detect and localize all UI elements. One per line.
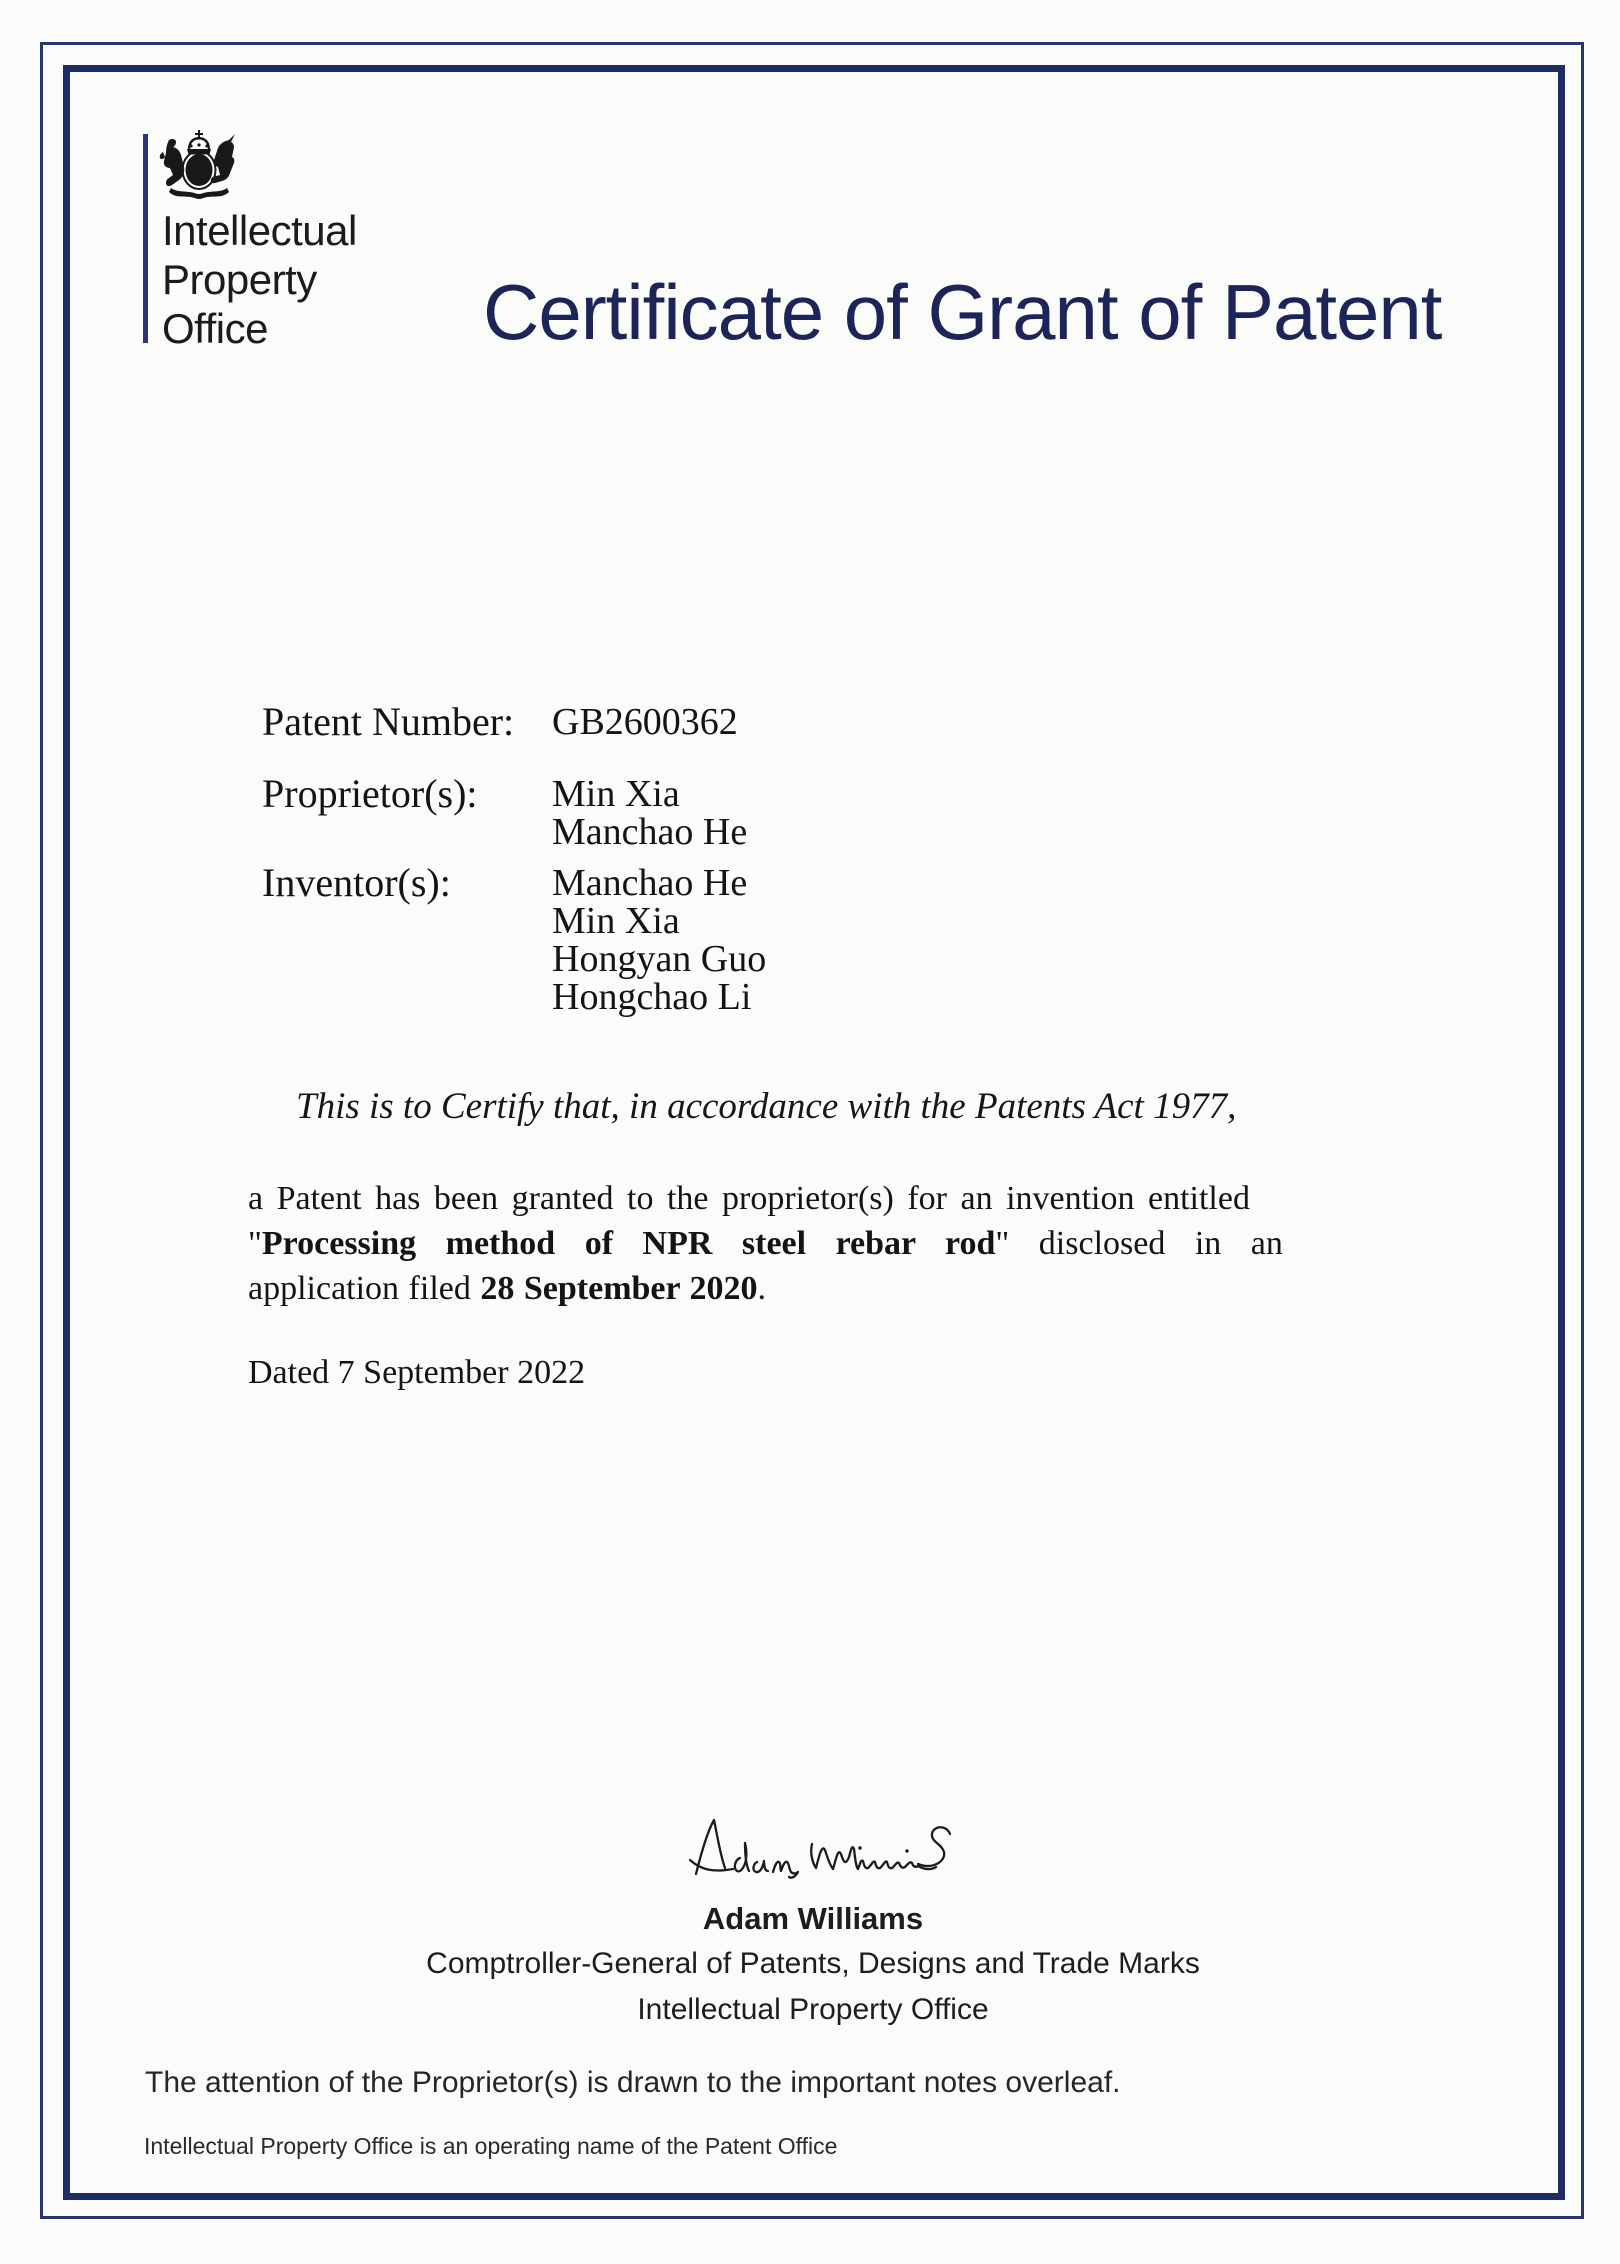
signatory-block xyxy=(60,1896,1566,2033)
signatory-role: Comptroller-General of Patents, Designs and Trade Marks xyxy=(426,1947,1200,1980)
attention-note: The attention of the Proprietor(s) is drawn to the important notes overleaf. xyxy=(145,2066,1121,2099)
certify-intro-line: This is to Certify that, in accordance with the Patents Act 1977, xyxy=(296,1086,1237,1127)
detail-value: GB2600362 xyxy=(552,701,738,743)
detail-value: Min Xia xyxy=(552,900,680,942)
detail-value: Hongyan Guo xyxy=(552,938,767,980)
detail-label: Patent Number: xyxy=(262,699,515,744)
grant-paragraph-line xyxy=(248,1266,1368,1311)
grant-paragraph-text: . xyxy=(757,1270,766,1307)
detail-value: Manchao He xyxy=(552,862,748,904)
detail-value: Min Xia xyxy=(552,773,680,815)
signature-icon xyxy=(688,1814,960,1882)
signatory-name: Adam Williams xyxy=(702,1901,924,1936)
certificate-title: Certificate of Grant of Patent xyxy=(483,268,1442,356)
operating-name-note: Intellectual Property Office is an operating name of the Patent Office xyxy=(144,2133,838,2159)
detail-label: Proprietor(s): xyxy=(262,771,478,816)
grant-paragraph-text: application filed xyxy=(248,1270,481,1307)
detail-value: Hongchao Li xyxy=(552,976,752,1018)
patent-details xyxy=(262,699,767,1018)
logo-vertical-bar xyxy=(143,134,148,343)
royal-coat-of-arms-icon xyxy=(157,130,241,206)
grant-paragraph-bold-text: Processing method of NPR steel rebar rod xyxy=(261,1225,996,1262)
grant-paragraph-line xyxy=(248,1221,1368,1266)
logo-line-2: Property xyxy=(162,256,317,303)
logo-line-1: Intellectual xyxy=(162,207,357,254)
detail-label: Inventor(s): xyxy=(262,860,451,905)
detail-row xyxy=(262,860,767,1018)
grant-paragraph-text: " disclosed in an xyxy=(995,1225,1283,1262)
logo-line-3: Office xyxy=(162,305,268,352)
grant-paragraph-line xyxy=(248,1176,1368,1221)
grant-paragraph-text: a Patent has been granted to the proprietor(s) for an invention entitled xyxy=(248,1180,1250,1217)
logo-wordmark xyxy=(162,206,357,353)
grant-paragraph-text: " xyxy=(248,1225,262,1262)
detail-values xyxy=(552,703,738,741)
detail-values xyxy=(552,864,766,1016)
grant-paragraph xyxy=(248,1176,1368,1311)
detail-row xyxy=(262,699,766,744)
detail-row xyxy=(262,771,766,853)
grant-paragraph-bold-text: 28 September 2020 xyxy=(480,1270,758,1307)
detail-values xyxy=(552,775,747,851)
signatory-office: Intellectual Property Office xyxy=(637,1993,989,2026)
dated-line: Dated 7 September 2022 xyxy=(248,1354,586,1391)
detail-value: Manchao He xyxy=(552,811,748,853)
